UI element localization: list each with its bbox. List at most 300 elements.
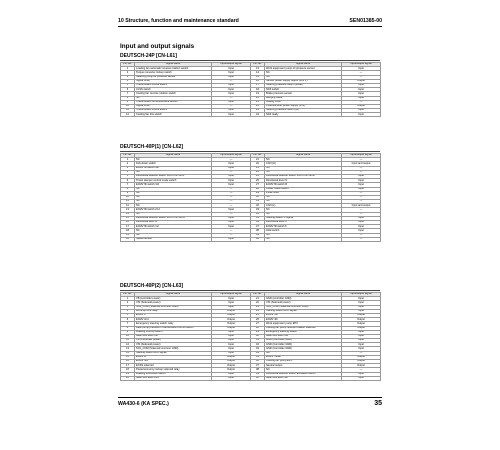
io-type: Input <box>342 297 381 301</box>
pin-number: 38 <box>251 368 265 372</box>
column-header-pin: Pin No. <box>251 293 265 297</box>
io-type: Input <box>342 216 381 220</box>
io-type: — <box>342 200 381 204</box>
pin-number: 32 <box>251 204 265 208</box>
pin-number: 24 <box>251 113 265 117</box>
signal-name: Loading fan automatic reverse rotation switch <box>135 67 212 71</box>
pin-number: 32 <box>251 343 265 347</box>
io-type: Input <box>212 221 251 225</box>
section-rule <box>120 60 380 61</box>
signal-name: NC <box>265 195 342 199</box>
table-row <box>121 237 381 241</box>
signal-name: Kick-down switch <box>135 162 212 166</box>
pin-number: 22 <box>251 162 265 166</box>
pin-number: 23 <box>251 305 265 309</box>
pin-number: 16 <box>121 221 135 225</box>
signal-name: SOL_COM (Solenoid common GND) <box>265 305 342 309</box>
signal-name: NC <box>135 96 212 100</box>
io-type: Input <box>212 109 251 113</box>
signal-name: VB (controller power) <box>135 297 212 301</box>
column-header-io: Input/output signal <box>342 63 381 67</box>
signal-name: ECMV fill switch R <box>265 183 342 187</box>
io-type: Input <box>212 339 251 343</box>
pin-number: 34 <box>251 212 265 216</box>
io-type: Input and output <box>342 204 381 208</box>
pin-number: 2 <box>121 71 135 75</box>
signal-name: ECMV mode <box>265 355 342 359</box>
io-type: — <box>342 233 381 237</box>
signal-name: Transmission cut-off switch <box>135 109 212 113</box>
io-type: Input <box>342 339 381 343</box>
pin-number: 24 <box>251 170 265 174</box>
signal-name: Signal GND <box>135 79 212 83</box>
signal-name: Speed sensor <box>135 237 212 241</box>
pin-number: 36 <box>251 360 265 364</box>
signal-name: ECMV 4th <box>265 318 342 322</box>
pin-number: 12 <box>121 113 135 117</box>
pin-number: 21 <box>251 158 265 162</box>
pin-number: 12 <box>121 204 135 208</box>
io-type: — <box>212 212 251 216</box>
io-type: Output <box>342 326 381 330</box>
page-title: Input and output signals <box>120 43 195 50</box>
pin-number: 26 <box>251 179 265 183</box>
io-type: Input <box>212 305 251 309</box>
io-type: — <box>212 104 251 108</box>
column-header-io: Input/output signal <box>212 154 251 158</box>
column-header-pin: Pin No. <box>121 63 135 67</box>
signal-name: Gear shift lever 1st <box>135 334 212 338</box>
column-header-io: Input/output signal <box>342 293 381 297</box>
io-type: Input <box>212 351 251 355</box>
pin-number: 9 <box>121 330 135 334</box>
io-type: Output <box>342 355 381 359</box>
signal-name: Emergency steering switch <box>265 330 342 334</box>
signal-name: NC <box>265 71 342 75</box>
signal-name: NC <box>135 158 212 162</box>
pin-number: 2 <box>121 301 135 305</box>
signal-name: VIS (Solenoid power) <box>135 301 212 305</box>
io-type: Output <box>212 368 251 372</box>
io-type: Input <box>342 88 381 92</box>
io-type: Input <box>212 347 251 351</box>
io-type: Input <box>342 92 381 96</box>
pin-number: 18 <box>121 229 135 233</box>
signal-name: Signal GND <box>135 104 212 108</box>
pin-number: 1 <box>121 297 135 301</box>
pin-number: 14 <box>251 71 265 75</box>
signal-name: SOL_COM (Solenoid common GND) <box>135 347 212 351</box>
signal-name: ECMV fill switch F <box>265 225 342 229</box>
signal-name: GND (Controller GND) <box>265 339 342 343</box>
io-type: — <box>212 229 251 233</box>
io-type: Input <box>342 67 381 71</box>
io-type: — <box>342 100 381 104</box>
signal-name: Sensor power supply output (+24 V) <box>265 79 342 83</box>
signal-name: Directional lever N <box>265 179 342 183</box>
io-type: Output <box>212 318 251 322</box>
signal-name: Hold switch <box>265 229 342 233</box>
io-type: — <box>342 191 381 195</box>
io-type: Input <box>212 225 251 229</box>
signal-name: Gear shift lever 2nd <box>135 376 212 380</box>
pin-number: 16 <box>121 360 135 364</box>
pin-number: 24 <box>251 309 265 313</box>
section-label: DEUTSCH-24P [CN-L61] <box>120 53 177 59</box>
pin-number: 7 <box>121 92 135 96</box>
column-header-pin: Pin No. <box>251 154 265 158</box>
io-type: Output <box>212 360 251 364</box>
chapter-title: 10 Structure, function and maintenance standard <box>118 18 239 24</box>
machine-model: WA430-6 (KA SPEC.) <box>118 401 169 407</box>
signal-name: NC <box>265 166 342 170</box>
io-type: — <box>212 96 251 100</box>
io-type: — <box>212 187 251 191</box>
signal-name: NC <box>135 229 212 233</box>
pin-number: 14 <box>121 351 135 355</box>
signal-name: GND (Controller GND) <box>265 347 342 351</box>
pin-number: 6 <box>121 88 135 92</box>
pin-number: 23 <box>251 109 265 113</box>
table-row <box>121 376 381 380</box>
io-type: Output <box>212 309 251 313</box>
pin-number: 19 <box>121 372 135 376</box>
io-type: Input <box>342 174 381 178</box>
signal-name: Work equipment pump oil pressure sensor <box>265 67 342 71</box>
pin-number: 6 <box>121 179 135 183</box>
io-type: — <box>342 208 381 212</box>
header-rule <box>118 26 382 27</box>
pin-number: 17 <box>121 225 135 229</box>
io-type: Input <box>212 330 251 334</box>
column-header-pin: Pin No. <box>121 154 135 158</box>
pin-number: 30 <box>251 334 265 338</box>
pin-number: 10 <box>121 195 135 199</box>
io-type: Input <box>212 334 251 338</box>
pin-number: 10 <box>121 334 135 338</box>
pin-number: 4 <box>121 309 135 313</box>
io-type: — <box>212 79 251 83</box>
pin-number: 36 <box>251 221 265 225</box>
signal-name: VB (Controller power) <box>135 339 212 343</box>
pin-number: 23 <box>251 166 265 170</box>
signal-name: Directional selector switch activation switch <box>265 372 342 376</box>
signal-name: ECMV 1st <box>265 313 342 317</box>
pin-table <box>120 292 381 381</box>
io-type: Input <box>212 113 251 117</box>
io-type: — <box>212 200 251 204</box>
signal-name: GND (controller GND) <box>265 297 342 301</box>
signal-name: Gear shift lever 3rd <box>265 334 342 338</box>
pin-number: 11 <box>121 200 135 204</box>
pin-number: 37 <box>251 225 265 229</box>
io-type: Input <box>342 343 381 347</box>
signal-name: NC <box>265 200 342 204</box>
io-type: — <box>342 71 381 75</box>
signal-name: Potentiometer power supply (+5V) <box>265 104 342 108</box>
column-header-pin: Pin No. <box>121 293 135 297</box>
io-type: Input <box>212 237 251 241</box>
table-row <box>121 113 381 117</box>
signal-name: NC <box>265 75 342 79</box>
signal-name: NC <box>265 158 342 162</box>
pin-number: 21 <box>251 100 265 104</box>
section-label: DEUTSCH-40P(1) [CN-L62] <box>120 144 184 150</box>
pin-number: 14 <box>121 212 135 216</box>
column-header-name: Signal name <box>135 154 212 158</box>
signal-name: NC <box>265 368 342 372</box>
pin-number: 5 <box>121 313 135 317</box>
io-type: Input <box>342 229 381 233</box>
signal-name: GND (Controller GND) <box>265 343 342 347</box>
signal-name: Starting switch ACC signal <box>265 309 342 313</box>
io-type: Input <box>212 174 251 178</box>
io-type: Input <box>342 376 381 380</box>
io-type: Input <box>212 75 251 79</box>
signal-name: Transmission cut-off switch <box>135 83 212 87</box>
io-type: Input <box>212 71 251 75</box>
pin-number: 20 <box>251 96 265 100</box>
pin-number: 39 <box>251 233 265 237</box>
io-type: Input <box>342 187 381 191</box>
io-type: Input <box>342 301 381 305</box>
signal-name: Directional selector switch LOCI F/R 5th/N <box>135 216 212 220</box>
pin-number: 21 <box>251 297 265 301</box>
signal-name: Starting switch C signal <box>265 216 342 220</box>
pin-number: 7 <box>121 322 135 326</box>
io-type: Input <box>212 301 251 305</box>
pin-number: 13 <box>121 347 135 351</box>
io-type: — <box>212 170 251 174</box>
signal-name: Steering pressure switch (H) <box>265 109 342 113</box>
io-type: Output <box>212 322 251 326</box>
pin-number: 37 <box>251 364 265 368</box>
pin-number: 19 <box>121 233 135 237</box>
io-type: Output <box>342 360 381 364</box>
signal-name: VIS (Solenoid power) <box>265 301 342 305</box>
io-type: Input <box>342 309 381 313</box>
io-type: Input <box>342 225 381 229</box>
signal-name: Travel damper control mode switch <box>135 179 212 183</box>
io-type: Input <box>342 183 381 187</box>
signal-name: NC <box>135 187 212 191</box>
io-type: Input <box>212 100 251 104</box>
io-type: Output <box>212 355 251 359</box>
column-header-pin: Pin No. <box>251 63 265 67</box>
io-type: Input <box>342 179 381 183</box>
pin-number: 25 <box>251 313 265 317</box>
pin-number: 25 <box>251 174 265 178</box>
signal-name: NC <box>135 204 212 208</box>
signal-name: Gear shift lever 4th <box>265 376 342 380</box>
signal-name: NC <box>265 170 342 174</box>
signal-name: Neutral output <box>265 364 342 368</box>
signal-name: SOL_COM (Solenoid common GND) <box>135 305 212 309</box>
pin-number: 19 <box>251 92 265 96</box>
signal-name: NC <box>135 200 212 204</box>
pin-number: 27 <box>251 322 265 326</box>
signal-name: NC <box>135 191 212 195</box>
signal-name: ECMV fill switch 3rd <box>135 183 212 187</box>
io-type: Output <box>342 364 381 368</box>
io-type: — <box>212 233 251 237</box>
io-type: Input <box>342 330 381 334</box>
signal-name: NC <box>135 195 212 199</box>
pin-number: 20 <box>121 376 135 380</box>
pin-number: 15 <box>121 216 135 220</box>
io-type: — <box>342 351 381 355</box>
io-type: — <box>342 237 381 241</box>
pin-number: 1 <box>121 67 135 71</box>
pin-number: 35 <box>251 216 265 220</box>
io-type: Output <box>342 313 381 317</box>
signal-name: Work equipment pump EPC <box>265 322 342 326</box>
io-type: Input <box>212 297 251 301</box>
signal-name: Cooling fan pump EPC <box>265 360 342 364</box>
pin-number: 33 <box>251 208 265 212</box>
pin-number: 17 <box>251 83 265 87</box>
io-type: Input <box>212 216 251 220</box>
pin-number: 12 <box>121 343 135 347</box>
io-type: Input <box>342 221 381 225</box>
pin-number: 29 <box>251 191 265 195</box>
pin-table <box>120 153 381 242</box>
signal-name: ECMV R <box>135 355 212 359</box>
io-type: Output <box>342 318 381 322</box>
pin-number: 39 <box>251 372 265 376</box>
column-header-name: Signal name <box>135 293 212 297</box>
signal-name: ECMV 3rd <box>135 360 212 364</box>
pin-number: 11 <box>121 339 135 343</box>
signal-name: Cooling fan reverse rotation switch <box>135 92 212 96</box>
signal-name: CAN (H) <box>265 162 342 166</box>
pin-number: 1 <box>121 158 135 162</box>
signal-name: ECMV 2nd <box>135 318 212 322</box>
document-code: SEN01385-00 <box>349 18 382 24</box>
pin-number: 15 <box>251 75 265 79</box>
io-type: Input <box>212 92 251 96</box>
signal-name: Pulse GND <box>265 191 342 195</box>
io-type: — <box>342 195 381 199</box>
io-type: — <box>342 170 381 174</box>
pin-number: 3 <box>121 166 135 170</box>
pin-number: 18 <box>251 88 265 92</box>
signal-name: NC <box>265 351 342 355</box>
io-type: Input <box>212 343 251 347</box>
pin-number: 7 <box>121 183 135 187</box>
io-type: Input <box>212 162 251 166</box>
pin-number: 3 <box>121 75 135 79</box>
signal-name: ECMV F <box>135 313 212 317</box>
io-type: — <box>212 191 251 195</box>
page-footer <box>118 400 382 407</box>
pin-number: 40 <box>251 376 265 380</box>
io-type: — <box>342 212 381 216</box>
pin-number: 38 <box>251 229 265 233</box>
signal-name: ECSS solenoid <box>135 364 212 368</box>
signal-name: NC <box>135 233 212 237</box>
footer-rule <box>118 397 382 398</box>
column-header-io: Input/output signal <box>342 154 381 158</box>
pin-number: 9 <box>121 100 135 104</box>
signal-name: Directional selector switch LOCI F/R 5th/R <box>265 174 342 178</box>
pin-number: 18 <box>121 368 135 372</box>
signal-name: NC <box>265 237 342 241</box>
signal-name: NC <box>135 212 212 216</box>
io-type: Input <box>212 67 251 71</box>
page-number: 35 <box>374 400 382 407</box>
signal-name: Cooling fan this switch <box>135 113 212 117</box>
pin-number: 33 <box>251 347 265 351</box>
pin-number: 5 <box>121 83 135 87</box>
pin-number: 6 <box>121 318 135 322</box>
io-type: Input <box>212 88 251 92</box>
io-type: Input <box>342 372 381 376</box>
pin-number: 4 <box>121 79 135 83</box>
signal-name: Directional lever F <box>265 221 342 225</box>
pin-number: 22 <box>251 301 265 305</box>
io-type: Input <box>212 179 251 183</box>
io-type: Output <box>342 322 381 326</box>
pin-number: 29 <box>251 330 265 334</box>
signal-name: Power/economy lockup solenoid relay <box>135 368 212 372</box>
io-type: — <box>212 158 251 162</box>
io-type: Input <box>212 183 251 187</box>
io-type: Output <box>212 326 251 330</box>
io-type: Input <box>342 83 381 87</box>
io-type: Input <box>342 347 381 351</box>
pin-number: 9 <box>121 191 135 195</box>
pin-number: 27 <box>251 183 265 187</box>
signal-name: NC <box>265 212 342 216</box>
pin-number: 17 <box>121 364 135 368</box>
pin-number: 16 <box>251 79 265 83</box>
signal-name: Loading shift-up switch <box>135 330 212 334</box>
signal-name: NC <box>265 208 342 212</box>
pin-number: 3 <box>121 305 135 309</box>
io-type: Input and output <box>342 162 381 166</box>
signal-name: NC <box>265 233 342 237</box>
signal-name: Power mode switch <box>265 187 342 191</box>
io-type: Input <box>342 113 381 117</box>
pin-number: 34 <box>251 351 265 355</box>
io-type: Output <box>342 104 381 108</box>
signal-name: CLSS switch <box>135 88 212 92</box>
section-rule <box>120 151 380 152</box>
signal-name: CAN (L) <box>265 204 342 208</box>
signal-name: Torque converter lockup switch <box>135 71 212 75</box>
io-type: Input <box>212 83 251 87</box>
pin-number: 28 <box>251 187 265 191</box>
pin-number: 10 <box>121 104 135 108</box>
pin-number: 11 <box>121 109 135 113</box>
signal-name: Transmission oil temperature sensor <box>135 100 212 104</box>
signal-name: Starting switch ACC signal <box>135 351 212 355</box>
signal-name: Rear pump pressure in transmission cut-off switch <box>135 326 212 330</box>
signal-name: Directional lever R <box>135 221 212 225</box>
signal-name: NC <box>135 170 212 174</box>
pin-number: 13 <box>251 67 265 71</box>
signal-name: Emergency steering switch relay <box>135 322 212 326</box>
column-header-name: Signal name <box>135 63 212 67</box>
io-type: Output <box>342 79 381 83</box>
signal-name: ECMV fill switch 2nd <box>135 208 212 212</box>
io-type: — <box>212 195 251 199</box>
io-type: Input <box>212 208 251 212</box>
signal-name: Shift switch <box>265 88 342 92</box>
column-header-io: Input/output signal <box>212 63 251 67</box>
column-header-name: Signal name <box>265 154 342 158</box>
